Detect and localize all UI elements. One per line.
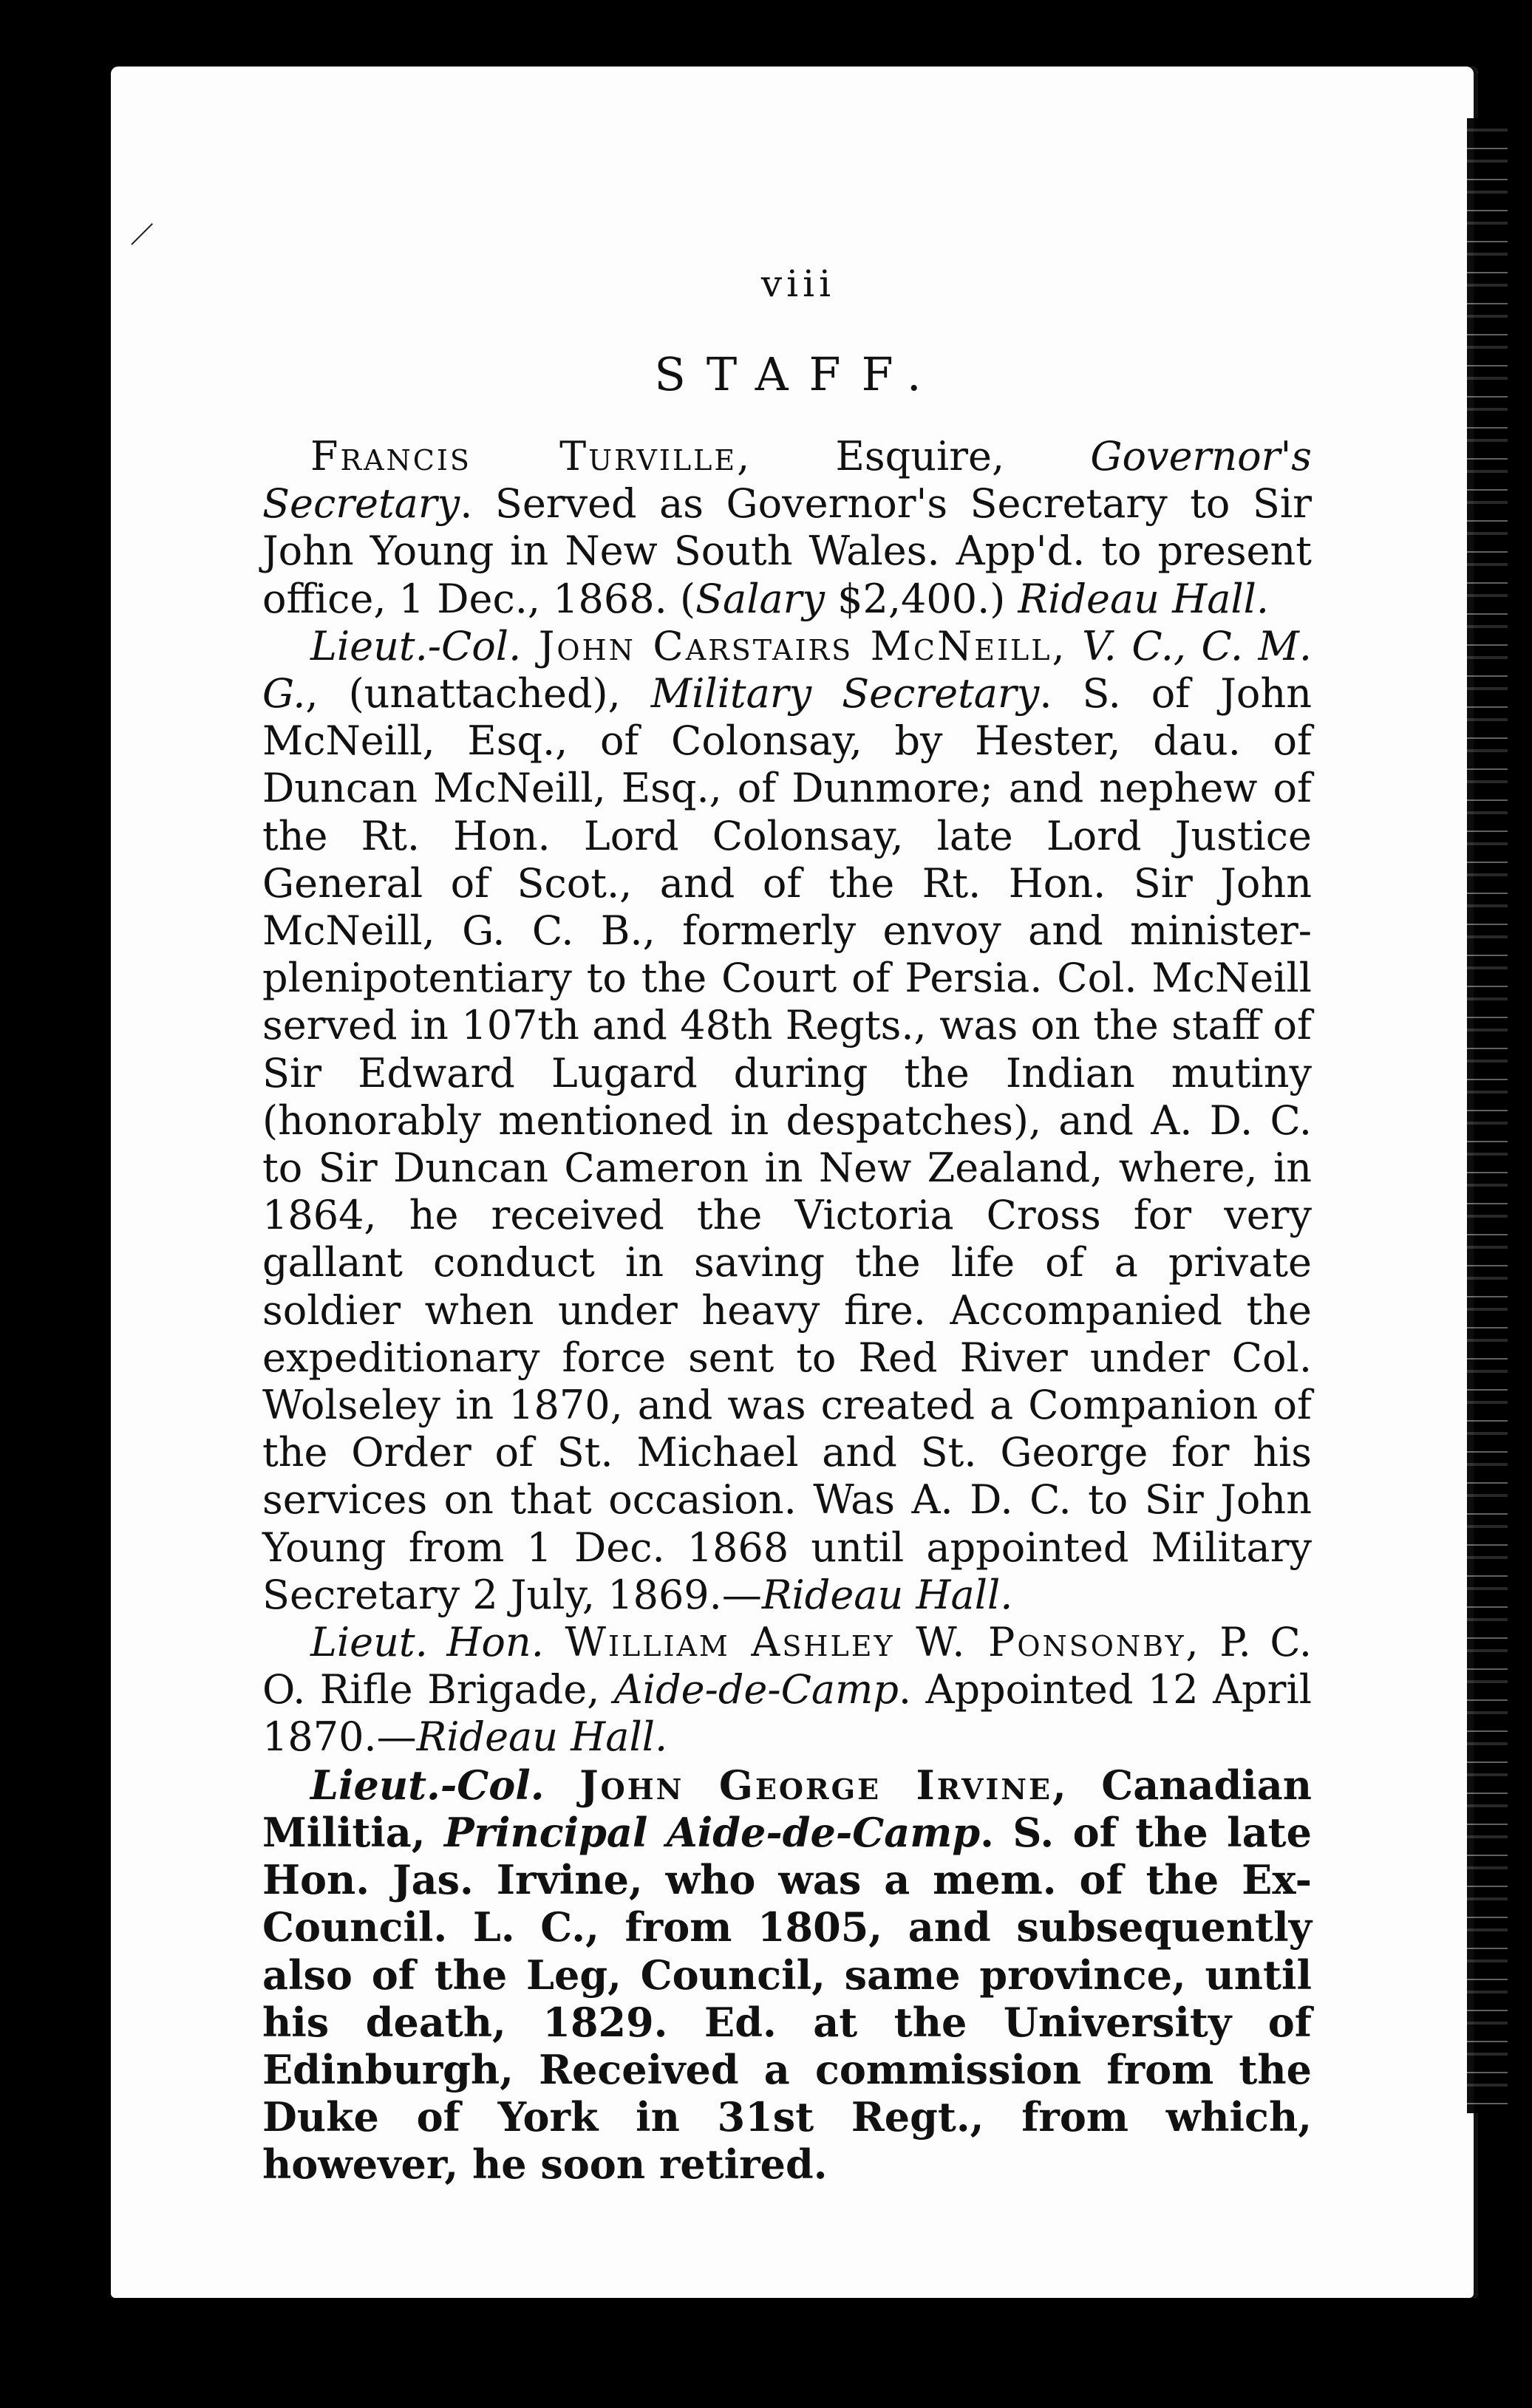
entry-residence: Rideau Hall.	[1018, 575, 1270, 622]
entry-name: William Ashley W. Ponsonby,	[543, 1619, 1201, 1666]
page-right-edge	[1467, 118, 1508, 2113]
entry-ponsonby: Lieut. Hon. William Ashley W. Ponsonby, P. C. O. Rifle Brigade, Aide-de-Camp. Appointed 12 April 1870.—Rideau Hall.	[262, 1619, 1312, 1761]
entry-rank: Lieut.-Col.	[310, 622, 522, 669]
entry-mcneill: Lieut.-Col. John Carstairs McNeill, V. C., C. M. G., (unattached), Military Secretary. S. of John McNeill, Esq., of Colonsay, by Hester, dau. of Duncan McNeill, Esq., of Dunmore; and nephew of the Rt. Hon. Lord Colonsay, late Lord Justice General of Scot., and of the Rt. Hon. Sir John McNeill, G. C. B., formerly envoy and minister-plenipotentiary to the Court of Persia. Col. McNeill served in 107th and 48th Regts., was on the staff of Sir Edward Lugard during the Indian mutiny (honorably mentioned in despatches), and A. D. C. to Sir Duncan Cameron in New Zealand, where, in 1864, he received the Victoria Cross for very gallant conduct in saving the life of a private soldier when under heavy fire. Accompanied the expeditionary force sent to Red River under Col. Wolseley in 1870, and was created a Companion of the Order of St. Michael and St. George for his services on that occasion. Was A. D. C. to Sir John Young from 1 Dec. 1868 until appointed Military Secretary 2 July, 1869.—Rideau Hall.	[262, 622, 1313, 1618]
entry-name: John George Irvine,	[544, 1761, 1069, 1809]
entry-honours: V. C., C. M. G.	[262, 622, 1313, 717]
entry-irvine: Lieut.-Col. John George Irvine, Canadian Militia, Principal Aide-de-Camp. S. of the late Hon. Jas. Irvine, who was a mem. of the Ex-Council. L. C., from 1805, and subsequently also of the Leg, Council, same province, until his death, 1829. Ed. at the University of Edinburgh, Received a commission from the Duke of York in 31st Regt., from which, however, he soon retired.	[262, 1761, 1312, 2189]
entry-name: John Carstairs McNeill,	[521, 622, 1067, 669]
entry-role: Military Secretary	[650, 670, 1040, 717]
entry-rank: Lieut.-Col.	[310, 1761, 545, 1809]
entry-turville: Francis Turville, Esquire, Governor's Secretary. Served as Governor's Secretary to Sir John Young in New South Wales. App'd. to present office, 1 Dec., 1868. (Salary $2,400.) Rideau Hall.	[262, 433, 1313, 622]
entry-role: Aide-de-Camp	[613, 1666, 899, 1713]
staff-entries	[262, 433, 1312, 2189]
entry-rank: Lieut. Hon.	[310, 1619, 544, 1666]
page-number: viii	[760, 262, 836, 305]
page-heading: STAFF.	[654, 347, 942, 401]
entry-residence: Rideau Hall.	[416, 1713, 668, 1761]
entry-role: Principal Aide-de-Camp	[443, 1808, 981, 1856]
entry-residence: Rideau Hall.	[761, 1571, 1013, 1618]
entry-name: Francis Turville	[310, 433, 738, 480]
entry-role: Governor's Secretary	[262, 433, 1313, 528]
